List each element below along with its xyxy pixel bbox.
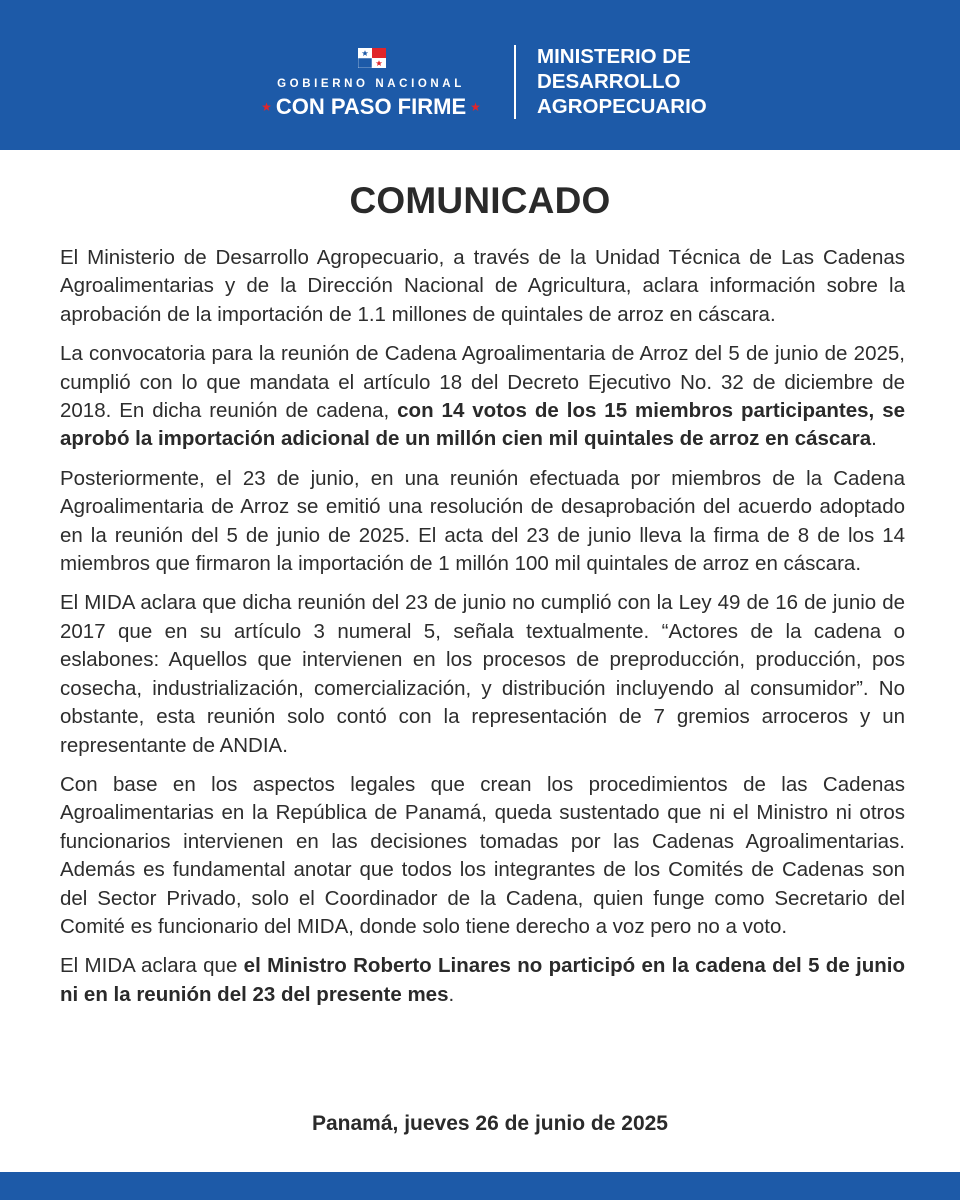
slogan-text: CON PASO FIRME bbox=[275, 94, 467, 119]
statement-body bbox=[60, 244, 905, 1020]
paragraph-4: El MIDA aclara que dicha reunión del 23 de junio no cumplió con la Ley 49 de 16 de junio de 2017 que en su artículo 3 numeral 5, señala textualmente. “Actores de la cadena o eslabones: Aquellos que intervienen en los procesos de preproducción, producción, pos cosecha, industrialización, comercialización, y distribución incluyendo al consumidor”. No obstante, esta reunión solo contó con la representación de 7 gremios arroceros y un representante de ANDIA. bbox=[60, 591, 905, 757]
panama-flag-icon bbox=[358, 48, 386, 68]
footer-banner bbox=[0, 1172, 960, 1200]
ministry-line-3: AGROPECUARIO bbox=[537, 95, 707, 118]
government-slogan bbox=[248, 94, 494, 120]
paragraph-6-end: . bbox=[448, 982, 455, 1006]
paragraph-5: Con base en los aspectos legales que crean los procedimientos de las Cadenas Agroalimentarias en la República de Panamá, queda sustentado que ni el Ministro ni otros funcionarios intervienen en las decisiones tomadas por las Cadenas Agroalimentarias. Además es fundamental anotar que todos los integrantes de los Comités de Cadenas son del Sector Privado, solo el Coordinador de la Cadena, quien funge como Secretario del Comité es funcionario del MIDA, donde solo tiene derecho a voz pero no a voto. bbox=[60, 772, 905, 938]
page-title: COMUNICADO bbox=[349, 180, 611, 221]
paragraph-2 bbox=[60, 340, 905, 454]
paragraph-6-bold: el Ministro Roberto Linares no participó en la cadena del 5 de junio ni en la reunión del 23 del presente mes bbox=[60, 954, 905, 1006]
paragraph-6 bbox=[60, 952, 905, 1009]
paragraph-2-text: La convocatoria para la reunión de Cadena Agroalimentaria de Arroz del 5 de junio de 2025, cumplió con lo que mandata el artículo 18 del Decreto Ejecutivo No. 32 de diciembre de 2018. En dicha reunión de cadena, bbox=[60, 342, 905, 423]
ministry-name bbox=[537, 44, 707, 119]
paragraph-3: Posteriormente, el 23 de junio, en una reunión efectuada por miembros de la Cadena Agroalimentaria de Arroz se emitió una resolución de desaprobación del acuerdo adoptado en la reunión del 5 de junio de 2025. El acta del 23 de junio lleva la firma de 8 de los 14 miembros que firmaron la importación de 1 millón 100 mil quintales de arroz en cáscara. bbox=[60, 466, 905, 576]
star-icon: ★ bbox=[470, 100, 481, 114]
paragraph-6-text: El MIDA aclara que bbox=[60, 954, 244, 978]
paragraph-2-bold: con 14 votos de los 15 miembros participantes, se aprobó la importación adicional de un millón cien mil quintales de arroz en cáscara bbox=[60, 399, 905, 451]
date-line: Panamá, jueves 26 de junio de 2025 bbox=[311, 1112, 668, 1135]
ministry-line-2: DESARROLLO bbox=[537, 70, 681, 93]
ministry-line-1: MINISTERIO DE bbox=[537, 45, 691, 68]
header-divider bbox=[514, 45, 516, 119]
paragraph-1: El Ministerio de Desarrollo Agropecuario, a través de la Unidad Técnica de Las Cadenas Agroalimentarias y de la Dirección Nacional de Agricultura, aclara información sobre la aprobación de la importación de 1.1 millones de quintales de arroz en cáscara. bbox=[60, 246, 905, 326]
paragraph-2-end: . bbox=[871, 427, 877, 451]
government-logo bbox=[248, 44, 494, 124]
star-icon: ★ bbox=[261, 100, 272, 114]
header-banner bbox=[0, 0, 960, 150]
government-name: GOBIERNO NACIONAL bbox=[277, 78, 465, 90]
